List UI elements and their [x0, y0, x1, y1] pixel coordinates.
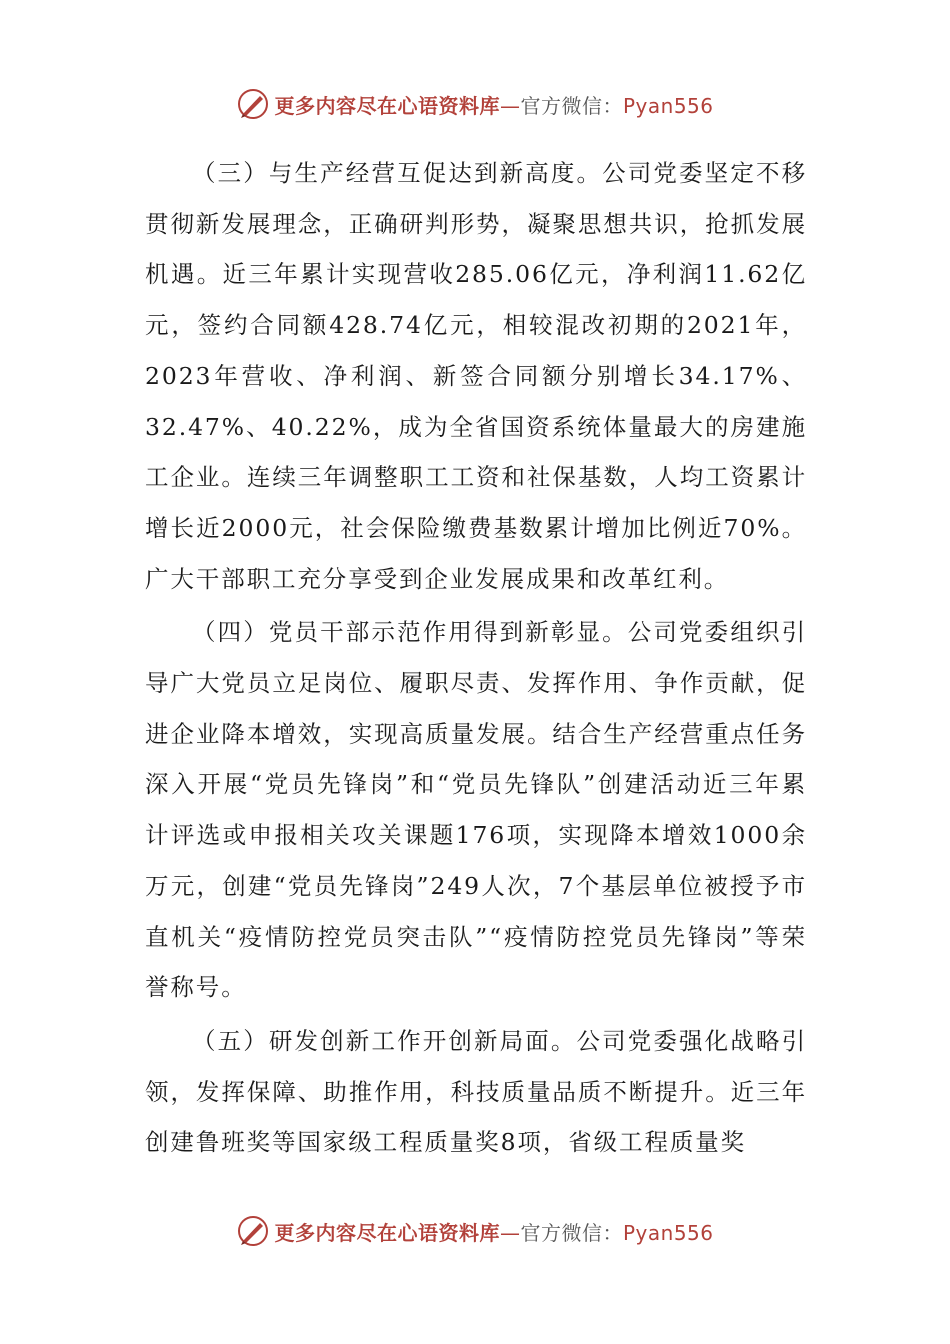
watermark-label: 官方微信： [520, 1220, 623, 1245]
pen-circle-icon [236, 87, 270, 121]
paragraph-five: （五）研发创新工作开创新局面。公司党委强化战略引领，发挥保障、助推作用，科技质量品质不断提升。近三年创建鲁班奖等国家级工程质量奖8项，省级工程质量奖 [145, 1026, 807, 1157]
watermark-separator: — [499, 1220, 521, 1245]
paragraph-four: （四）党员干部示范作用得到新彰显。公司党委组织引导广大党员立足岗位、履职尽责、发挥作用、争作贡献，促进企业降本增效，实现高质量发展。结合生产经营重点任务深入开展“党员先锋岗”和“党员先锋队”创建活动近三年累计评选或申报相关攻关课题176项，实现降本增效1000余万元，创建“党员先锋岗”249人次，7个基层单位被授予市直机关“疫情防控党员突击队”“疫情防控党员先锋岗”等荣誉称号。 [145, 618, 807, 1002]
watermark-brand: 更多内容尽在心语资料库 [274, 93, 500, 118]
watermark-separator: — [499, 93, 521, 118]
header-watermark [0, 84, 950, 124]
document-body [145, 148, 807, 1171]
watermark-handle: Pyan556 [622, 1220, 714, 1245]
watermark-label: 官方微信： [520, 93, 623, 118]
paragraph-three: （三）与生产经营互促达到新高度。公司党委坚定不移贯彻新发展理念，正确研判形势，凝聚思想共识，抢抓发展机遇。近三年累计实现营收285.06亿元，净利润11.62亿元，签约合同额428.74亿元，相较混改初期的2021年，2023年营收、净利润、新签合同额分别增长34.17%、32.47%、40.22%，成为全省国资系统体量最大的房建施工企业。连续三年调整职工工资和社保基数，人均工资累计增长近2000元，社会保险缴费基数累计增加比例近70%。广大干部职工充分享受到企业发展成果和改革红利。 [145, 159, 807, 593]
watermark-text [274, 1217, 713, 1246]
watermark-brand: 更多内容尽在心语资料库 [274, 1220, 500, 1245]
pen-circle-icon [236, 1214, 270, 1248]
watermark-text [274, 90, 713, 119]
footer-watermark [0, 1211, 950, 1251]
watermark-handle: Pyan556 [622, 93, 714, 118]
